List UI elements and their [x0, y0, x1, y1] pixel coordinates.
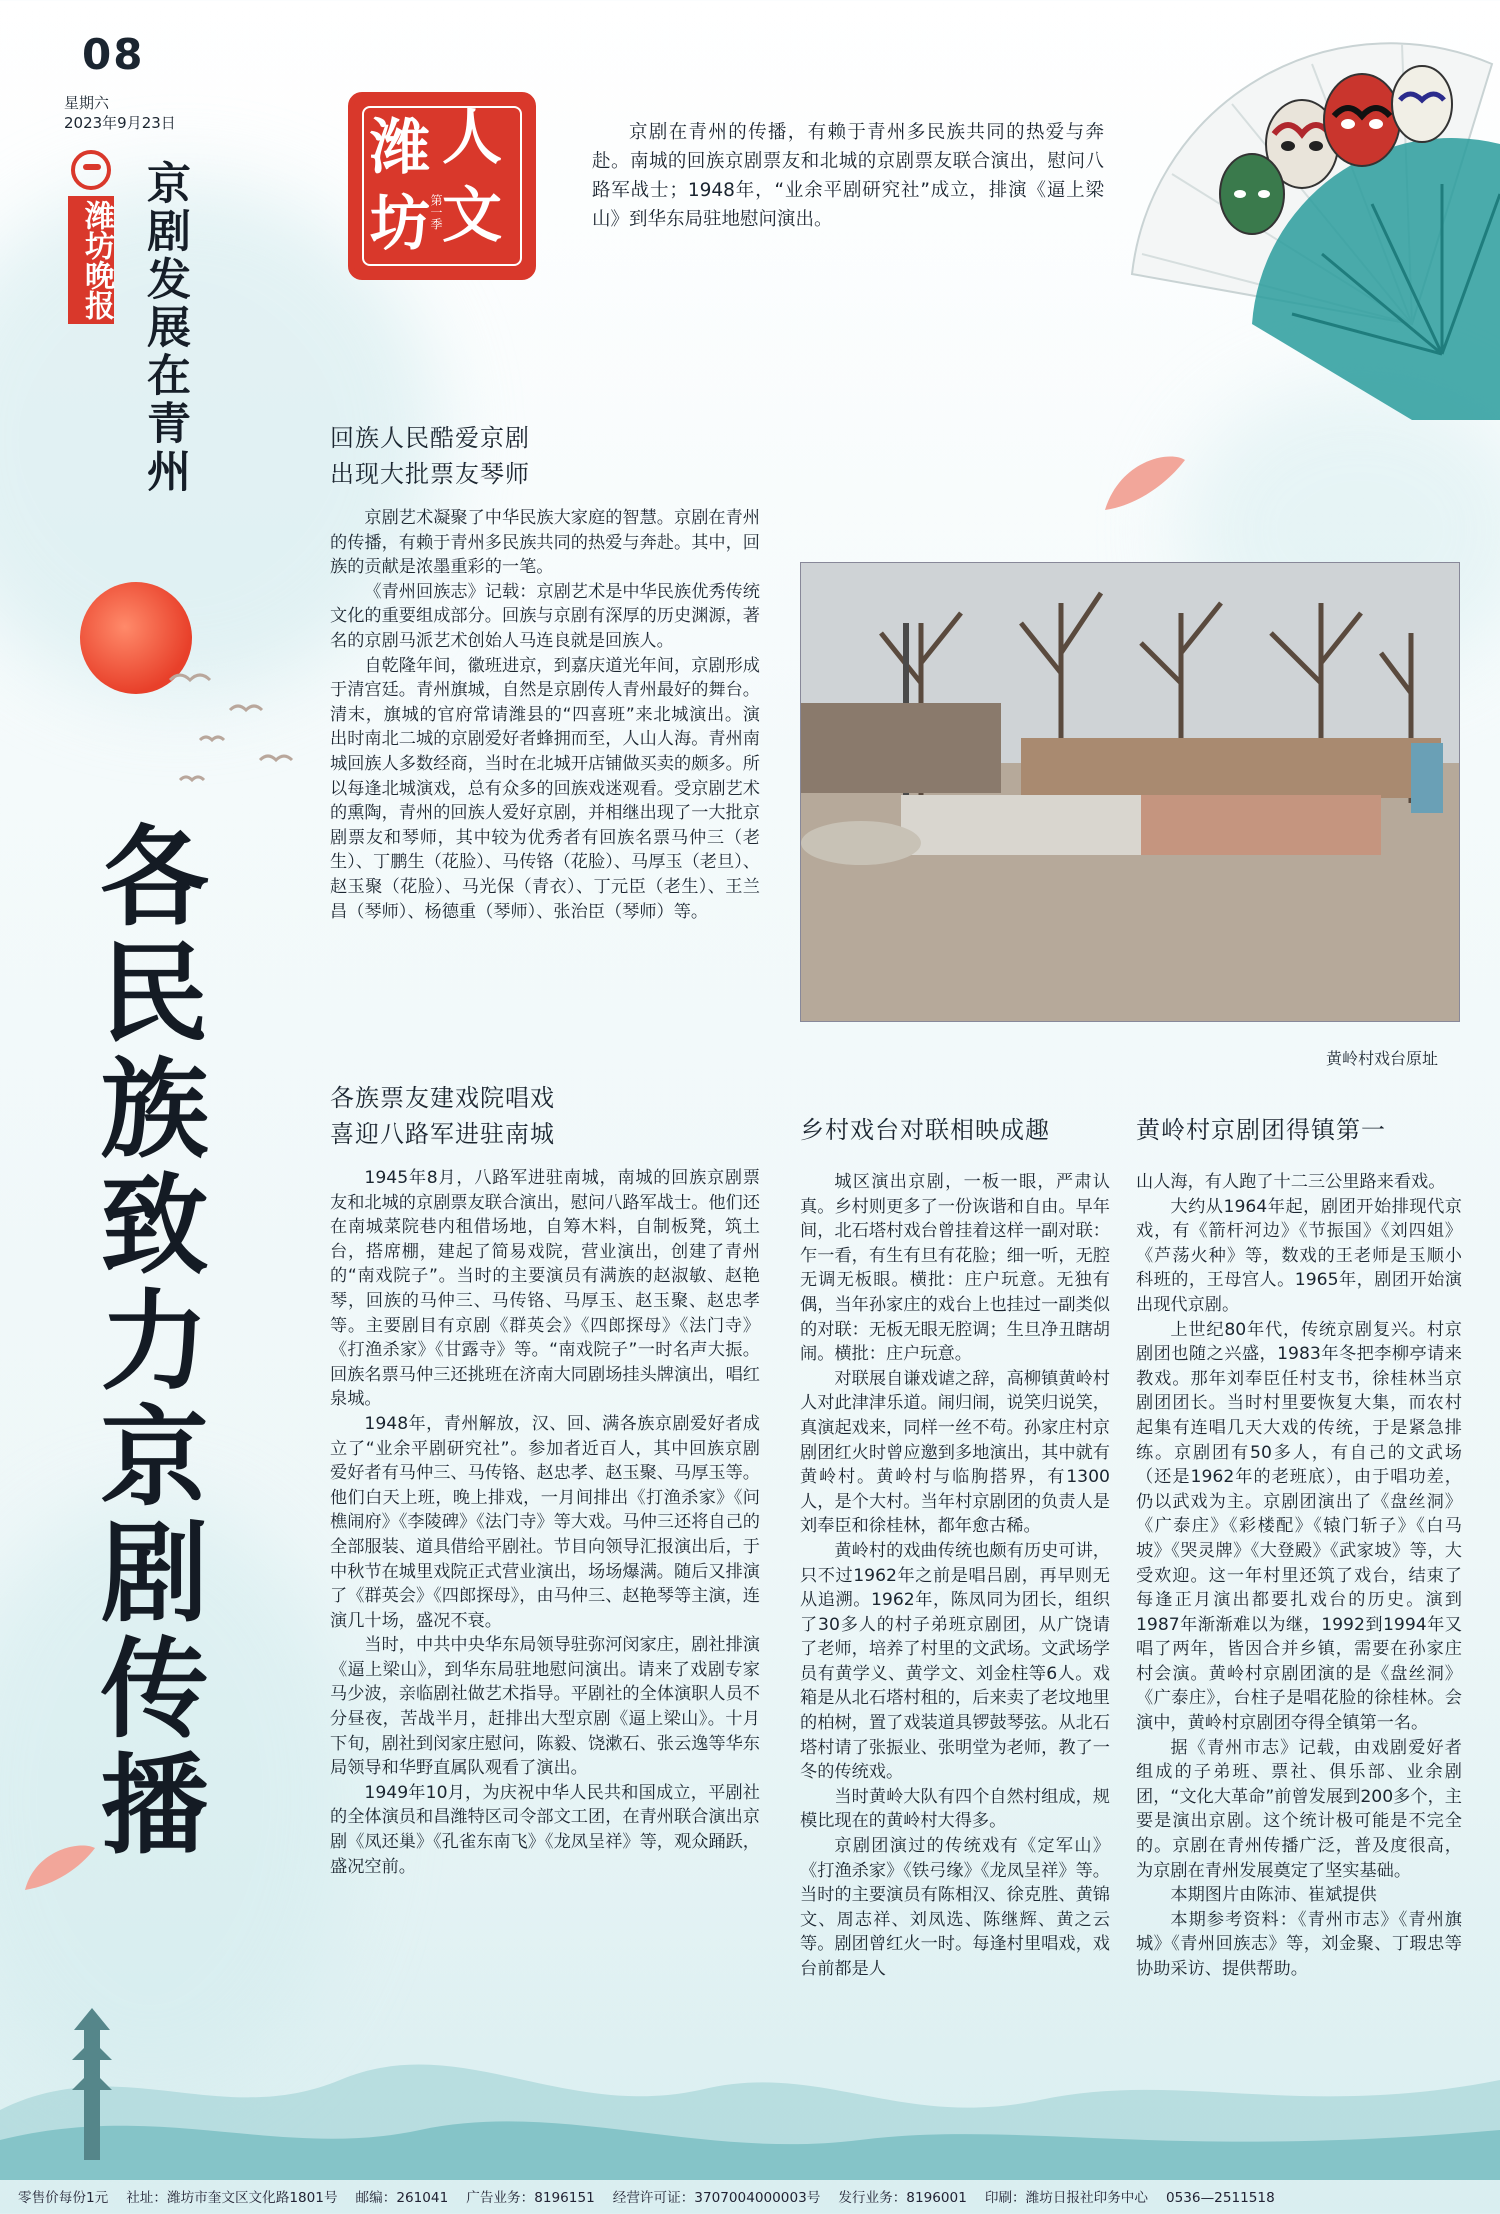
article-title-line: 各族票友建戏院唱戏	[330, 1084, 555, 1112]
column-seal	[348, 92, 536, 280]
seal-char: 文	[442, 181, 502, 251]
birds-illustration	[150, 640, 320, 800]
footer-item: 邮编：261041	[355, 2190, 449, 2206]
publication-date: 2023年9月23日	[64, 114, 176, 132]
opera-mask-icon	[1220, 154, 1284, 234]
article-paragraph: 黄岭村的戏曲传统也颇有历史可讲，只不过1962年之前是唱吕剧，再早则无从追溯。1962年，陈凤同为团长，组织了30多人的村子弟班京剧团，从广饶请了老师，培养了村里的文武场。文武场学员有黄学义、黄学文、刘金柱等6人。戏箱是从北石塔村租的，后来卖了老坟地里的柏树，置了戏装道具锣鼓琴弦。从北石塔村请了张振业、张明堂为老师，教了一冬的传统戏。	[800, 1540, 1110, 1783]
footer-item: 零售价每份1元	[18, 2190, 109, 2206]
seal-char: 坊	[370, 189, 430, 259]
article-paragraph: 京剧艺术凝聚了中华民族大家庭的智慧。京剧在青州的传播，有赖于青州多民族共同的热爱与奔赴。其中，回族的贡献是浓墨重彩的一笔。	[330, 508, 760, 578]
article-paragraph: 京剧团演过的传统戏有《定军山》《打渔杀家》《铁弓缘》《龙凤呈祥》等。当时的主要演员有陈相汉、徐克胜、黄锦文、周志祥、刘凤选、陈继辉、黄之云等。剧团曾红火一时。每逢村里唱戏，戏台前都是人	[800, 1836, 1110, 1979]
footer-item: 0536—2511518	[1165, 2190, 1275, 2206]
article-title: 黄岭村京剧团得镇第一	[1136, 1116, 1386, 1144]
weekday: 星期六	[64, 94, 110, 112]
photo-credit: 本期图片由陈沛、崔斌提供	[1170, 1885, 1377, 1906]
main-headline: 各民族致力京剧传播	[82, 820, 208, 1864]
footer-item: 广告业务：8196151	[466, 2190, 595, 2206]
seal-season: 第一季	[429, 194, 443, 230]
footer-item: 发行业务：8196001	[838, 2190, 967, 2206]
article-hui-opera-lovers	[330, 420, 760, 924]
references: 本期参考资料：《青州市志》《青州旗城》《青州回族志》等，刘金聚、丁瑕忠等协助采访、提供帮助。	[1136, 1909, 1462, 1979]
footer-bar	[18, 2186, 1488, 2210]
article-title-line: 回族人民酷爱京剧	[330, 424, 530, 452]
article-paragraph: 自乾隆年间，徽班进京，到嘉庆道光年间，京剧形成于清宫廷。青州旗城，自然是京剧传人青州最好的舞台。清末，旗城的官府常请潍县的“四喜班”来北城演出。演出时南北二城的京剧爱好者蜂拥而至，人山人海。青州南城回族人多数经商，当时在北城开店铺做买卖的颇多。所以每逢北城演戏，总有众多的回族戏迷观看。受京剧艺术的熏陶，青州的回族人爱好京剧，并相继出现了一大批京剧票友和琴师，其中较为优秀者有回族名票马仲三（老生）、丁鹏生（花脸）、马传铬（花脸）、马厚玉（老旦）、赵玉聚（花脸）、马光保（青衣）、丁元臣（老生）、王兰昌（琴师）、杨德重（琴师）、张治臣（琴师）等。	[330, 655, 760, 922]
seal-char: 潍	[370, 113, 430, 183]
opera-fan-illustration	[1112, 24, 1500, 420]
article-paragraph: 上世纪80年代，传统京剧复兴。村京剧团也随之兴盛，1983年冬把李柳亭请来教戏。那年刘奉臣任村支书，徐桂林当京剧团团长。当时村里要恢复大集，而农村起集有连唱几天大戏的传统，于是紧急排练。京剧团有50多人，有自己的文武场（还是1962年的老班底），由于唱功差，仍以武戏为主。京剧团演出了《盘丝洞》《广泰庄》《彩楼配》《辕门斩子》《白马坡》《哭灵牌》《大登殿》《武家坡》等，大受欢迎。这一年村里还筑了戏台，结束了每逢正月演出都要扎戏台的历史。演到1987年渐渐难以为继，1992到1994年又唱了两年，皆因合并乡镇，需要在孙家庄村会演。黄岭村京剧团演的是《盘丝洞》《广泰庄》，台柱子是唱花脸的徐桂林。会演中，黄岭村京剧团夺得全镇第一名。	[1136, 1319, 1462, 1734]
petal-decoration	[1100, 450, 1190, 520]
seal-char: 人	[442, 103, 502, 173]
opera-mask-icon	[1324, 74, 1400, 166]
article-paragraph: 当时，中共中央华东局领导驻弥河闵家庄，剧社排演《逼上梁山》，到华东局驻地慰问演出。请来了戏剧专家马少波，亲临剧社做艺术指导。平剧社的全体演职人员不分昼夜，苦战半月，赶排出大型京剧《逼上梁山》。十月下旬，剧社到闵家庄慰问，陈毅、饶漱石、张云逸等华东局领导和华野直属队观看了演出。	[330, 1635, 760, 1779]
landscape-illustration	[0, 1990, 1500, 2180]
article-village-stage-couplets	[800, 1112, 1110, 1982]
article-paragraph: 1948年，青州解放，汉、回、满各族京剧爱好者成立了“业余平剧研究社”。参加者近百人，其中回族京剧爱好者有马仲三、马传铬、赵忠孝、赵玉聚、马厚玉等。他们白天上班，晚上排戏，一月间排出《打渔杀家》《问樵闹府》《李陵碑》《法门寺》等大戏。马仲三还将自己的全部服装、道具借给平剧社。节目向领导汇报演出后，于中秋节在城里戏院正式营业演出，场场爆满。随后又排演了《群英会》《四郎探母》，由马仲三、赵艳琴等主演，连演几十场，盛况不衰。	[330, 1413, 760, 1631]
article-title: 乡村戏台对联相映成趣	[800, 1116, 1050, 1144]
article-paragraph: 1945年8月，八路军进驻南城，南城的回族京剧票友和北城的京剧票友联合演出，慰问八路军战士。他们还在南城菜院巷内租借场地，自筹木料，自制板凳，筑土台，搭席棚，建起了简易戏院，营业演出，创建了青州的“南戏院子”。当时的主要演员有满族的赵淑敏、赵艳琴，回族的马仲三、马传铬、马厚玉、赵玉聚、赵忠孝等。主要剧目有京剧《群英会》《四郎探母》《法门寺》《打渔杀家》《甘露寺》等。“南戏院子”一时名声大振。回族名票马仲三还挑班在济南大同剧场挂头牌演出，唱红泉城。	[330, 1168, 760, 1410]
section-title: 京剧发展在青州	[139, 160, 190, 496]
intro-text: 京剧在青州的传播，有赖于青州多民族共同的热爱与奔赴。南城的回族京剧票友和北城的京剧票友联合演出，慰问八路军战士；1948年，“业余平剧研究社”成立，排演《逼上梁山》到华东局驻地慰问演出。	[592, 122, 1104, 230]
article-paragraph: 山人海，有人跑了十二三公里路来看戏。	[1136, 1172, 1446, 1192]
stage-site-photo	[800, 562, 1460, 1022]
article-huangling-troupe	[1136, 1112, 1462, 1982]
article-paragraph: 《青州回族志》记载：京剧艺术是中华民族优秀传统文化的重要组成部分。回族与京剧有深厚的历史渊源，著名的京剧马派艺术创始人马连良就是回族人。	[330, 581, 760, 651]
newspaper-logo	[66, 150, 116, 346]
article-paragraph: 大约从1964年起，剧团开始排现代京戏，有《箭杆河边》《节振国》《刘四姐》《芦荡火种》等，数戏的王老师是玉顺小科班的，王母宫人。1965年，剧团开始演出现代京剧。	[1136, 1196, 1462, 1315]
article-paragraph: 对联展自谦戏谑之辞，高柳镇黄岭村人对此津津乐道。闹归闹，说笑归说笑，真演起戏来，同样一丝不苟。孙家庄村京剧团红火时曾应邀到多地演出，其中就有黄岭村。黄岭村与临朐搭界，有1300人，是个大村。当年村京剧团的负责人是刘奉臣和徐桂林，都年愈古稀。	[800, 1368, 1110, 1537]
article-paragraph: 据《青州市志》记载，由戏剧爱好者组成的子弟班、票社、俱乐部、业余剧团，“文化大革命”前曾发展到200多个，主要是演出京剧。这个统计极可能是不完全的。京剧在青州传播广泛，普及度很高，为京剧在青州发展奠定了坚实基础。	[1136, 1737, 1462, 1881]
photo-caption: 黄岭村戏台原址	[1326, 1049, 1439, 1068]
newspaper-name: 潍坊晚报	[68, 196, 114, 324]
footer-item: 经营许可证：3707004000003号	[612, 2190, 821, 2206]
article-title-line: 出现大批票友琴师	[330, 460, 530, 488]
article-title-line: 喜迎八路军进驻南城	[330, 1120, 555, 1148]
footer-item: 印刷：潍坊日报社印务中心	[984, 2190, 1148, 2206]
article-paragraph: 城区演出京剧，一板一眼，严肃认真。乡村则更多了一份诙谐和自由。早年间，北石塔村戏台曾挂着这样一副对联：乍一看，有生有旦有花脸；细一听，无腔无调无板眼。横批：庄户玩意。无独有偶，当年孙家庄的戏台上也挂过一副类似的对联：无板无眼无腔调；生旦净丑瞎胡闹。横批：庄户玩意。	[800, 1172, 1110, 1365]
article-paragraph: 当时黄岭大队有四个自然村组成，规模比现在的黄岭村大得多。	[800, 1786, 1110, 1832]
article-theatre-building	[330, 1080, 760, 1879]
footer-item: 社址：潍坊市奎文区文化路1801号	[126, 2190, 338, 2206]
page-number: 08	[82, 30, 145, 79]
opera-mask-icon	[1392, 66, 1452, 142]
newspaper-mark-icon	[71, 150, 111, 190]
article-paragraph: 1949年10月，为庆祝中华人民共和国成立，平剧社的全体演员和昌潍特区司令部文工团，在青州联合演出京剧《凤还巢》《孔雀东南飞》《龙凤呈祥》等，观众踊跃，盛况空前。	[330, 1782, 760, 1877]
